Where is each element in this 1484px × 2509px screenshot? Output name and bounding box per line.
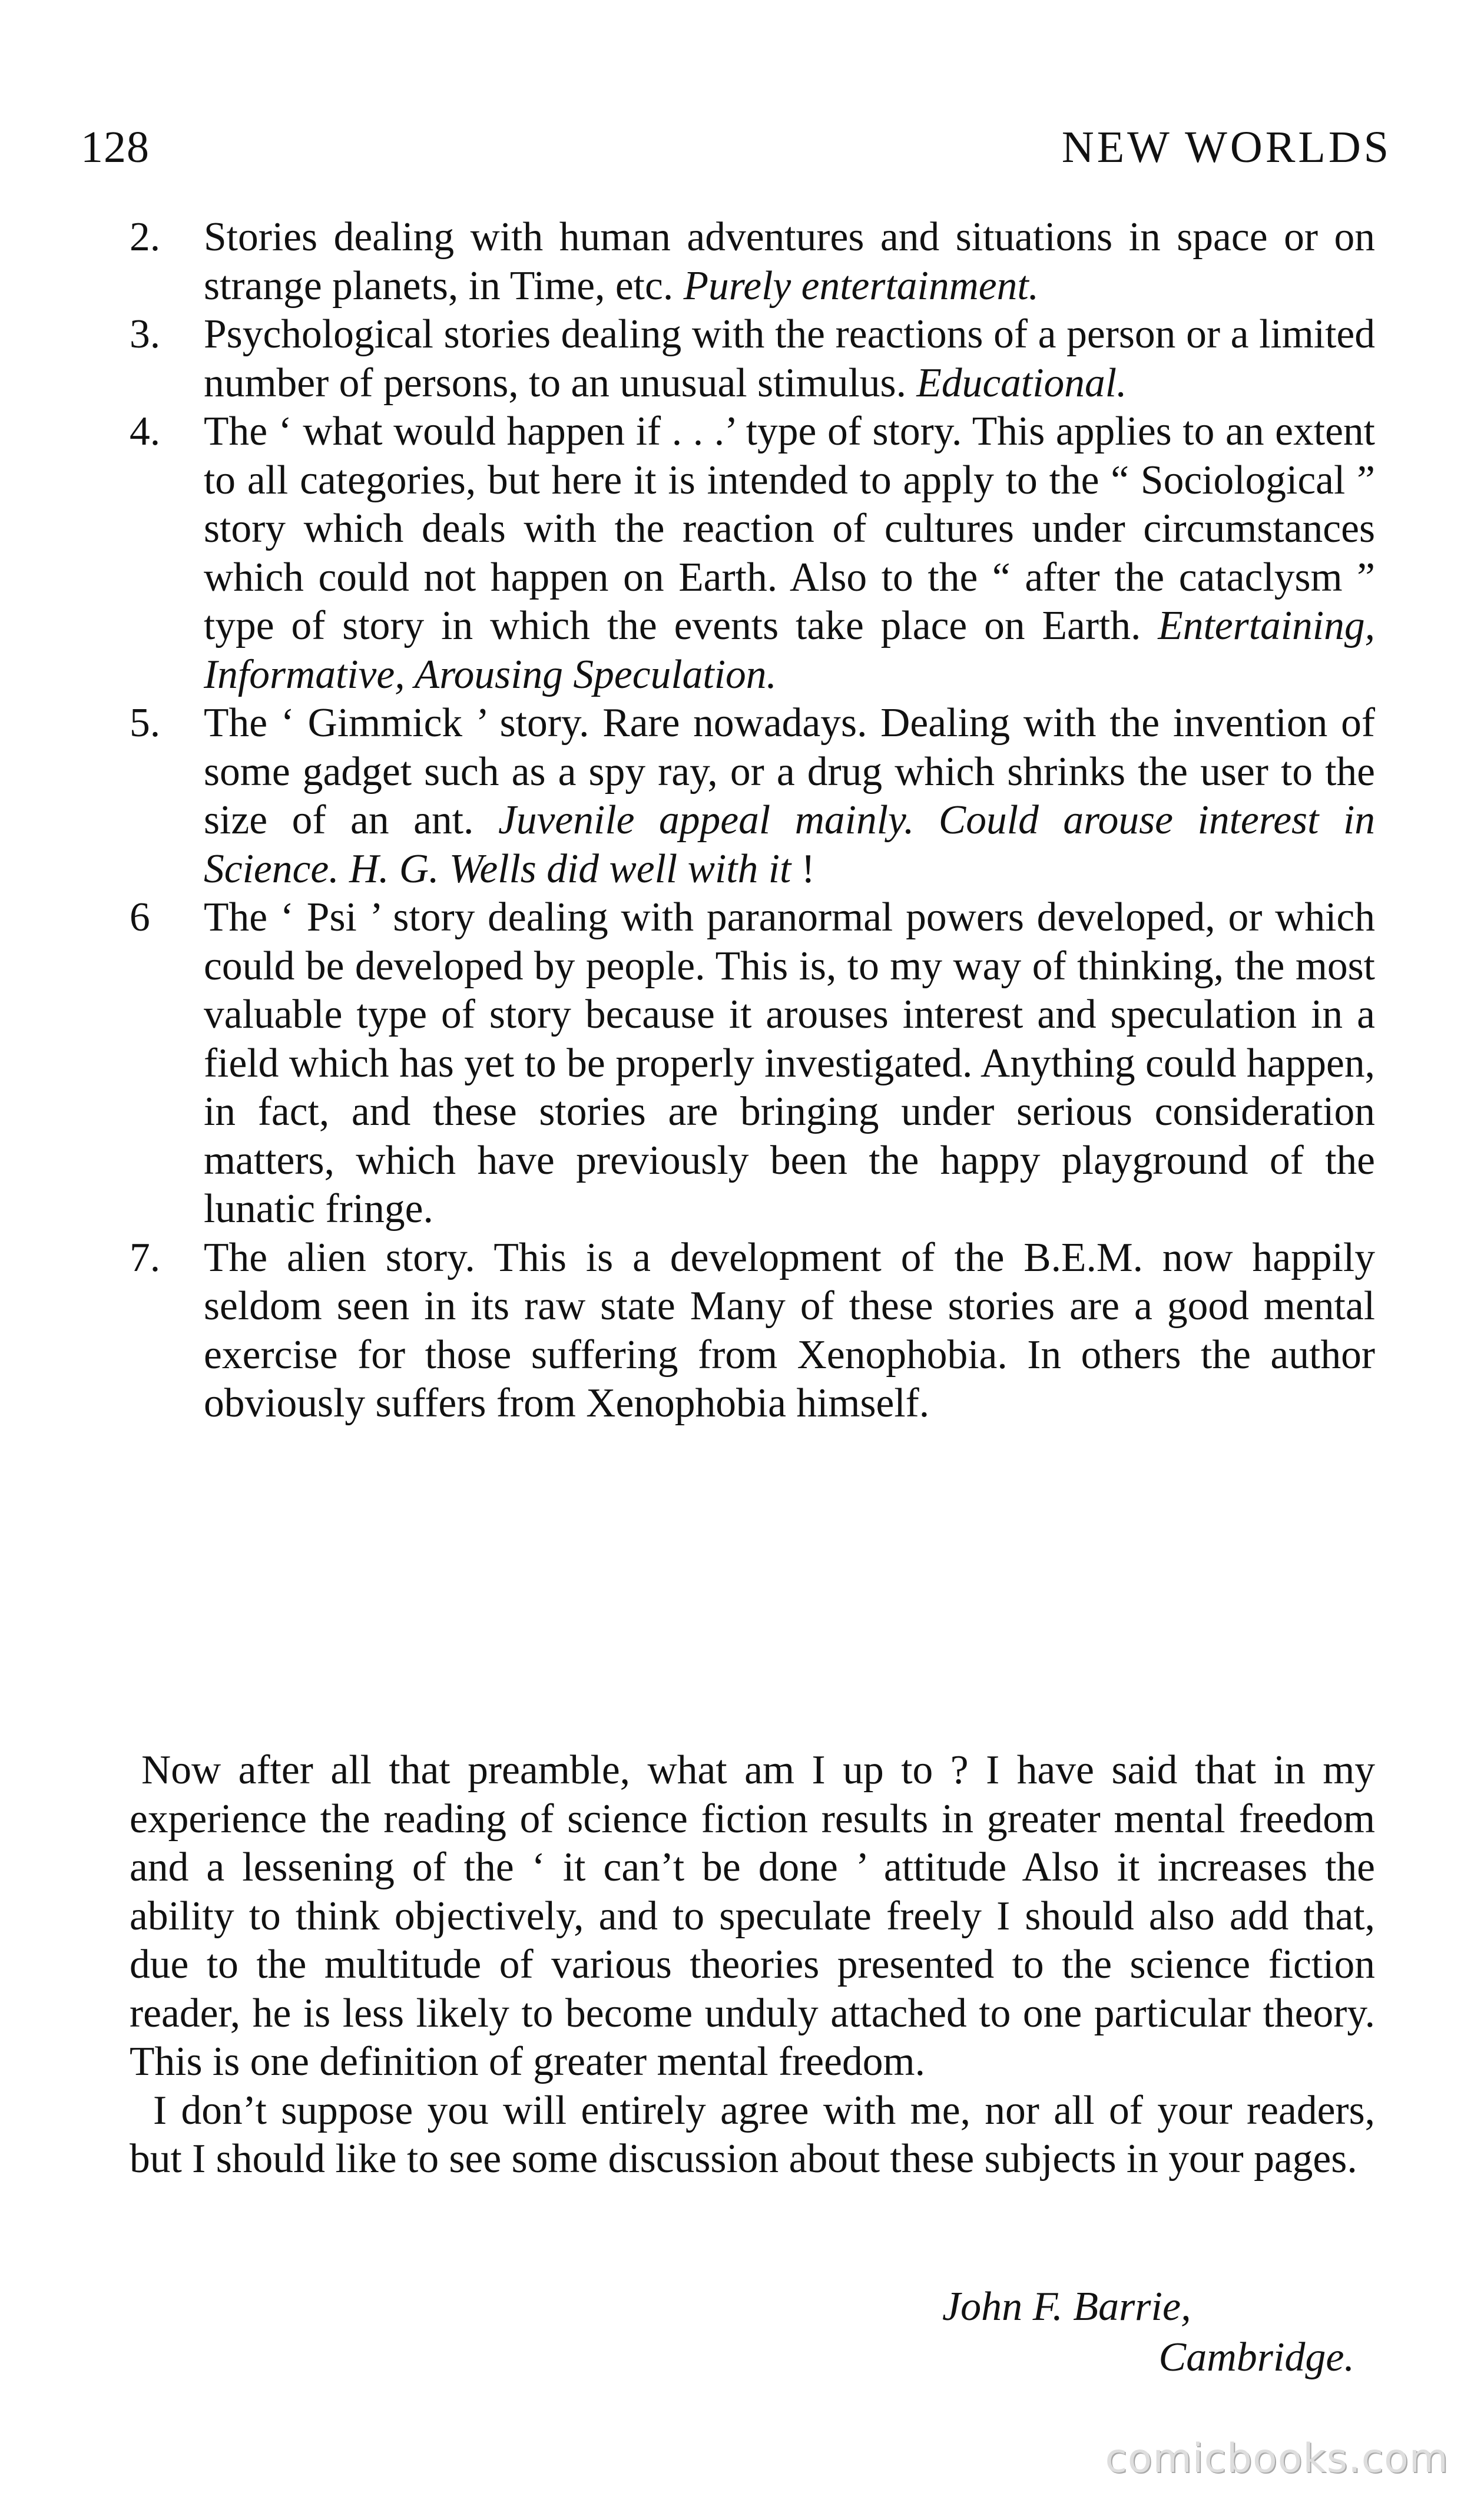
page-header	[81, 112, 1392, 183]
list-item	[130, 893, 1375, 1234]
list-item-text: Stories dealing with human adventures and situations in space or on strange planets, in Time, etc. Purely entertainment.	[204, 214, 1375, 309]
list-item-text: The ‘ Gimmick ’ story. Rare nowadays. Dealing with the invention of some gadget such as a spy ray, or a drug which shrinks the user to the size of an ant. Juvenile appeal mainly. Could arouse interest in Science. H. G. Wells did well with it !	[204, 700, 1376, 892]
running-head: NEW WORLDS	[1061, 123, 1392, 172]
list-item-text: The ‘ what would happen if . . .’ type of story. This applies to an extent to all categories, but here it is intended to apply to the “ Sociological ” story which deals with the reaction of cultures under circumstances which could not happen on Earth. Also to the “ after the cataclysm ” type of story in which the events take place on Earth. Entertaining, Informative, Arousing Speculation.	[204, 409, 1375, 697]
signature-name: John F. Barrie,	[942, 2284, 1191, 2329]
list-item-text: Psychological stories dealing with the reactions of a person or a limited number of persons, to an unusual stimulus. Educational.	[204, 312, 1375, 406]
list-item-emphasis: Educational.	[916, 360, 1127, 406]
watermark: comicbooks.com	[1105, 2435, 1449, 2482]
list-item-emphasis: Juvenile appeal mainly. Could arouse interest in Science. H. G. Wells did well with it	[204, 797, 1376, 892]
list-item-text: The ‘ Psi ’ story dealing with paranormal powers developed, or which could be developed by people. This is, to my way of thinking, the most valuable type of story because it arouses interest and speculation in a field which has yet to be properly investigated. Anything could happen, in fact, and these stories are bringing under serious consideration matters, which have previously been the happy playground of the lunatic fringe.	[204, 895, 1375, 1232]
list-item-number: 4.	[130, 409, 161, 454]
list-item-number: 5.	[130, 700, 161, 746]
list-item-number: 6	[130, 895, 150, 940]
list-item-text: The alien story. This is a development of the B.E.M. now happily seldom seen in its raw state Many of these stories are a good mental exercise for those suffering from Xenophobia. In others the author obviously suffers from Xenophobia himself.	[204, 1234, 1375, 1426]
list-item-number: 2.	[130, 214, 161, 260]
list-item-number: 3.	[130, 312, 161, 357]
list-item-emphasis: Entertaining, Informative, Arousing Speculation.	[204, 603, 1375, 697]
page-number: 128	[81, 123, 150, 172]
letter-body	[130, 1746, 1375, 2184]
list-item	[130, 408, 1375, 699]
signature-place: Cambridge.	[1158, 2335, 1354, 2380]
list-item	[130, 213, 1375, 310]
list-item-emphasis: Purely entertainment.	[683, 263, 1039, 309]
paragraph: Now after all that preamble, what am I up to ? I have said that in my experience the reading of science fiction results in greater mental freedom and a lessening of the ‘ it can’t be done ’ attitude Also it increases the ability to think objectively, and to speculate freely I should also add that, due to the multitude of various theories presented to the science fiction reader, he is less likely to become unduly attached to one particular theory. This is one definition of greater mental freedom.	[130, 1747, 1375, 2084]
list-item	[130, 1234, 1375, 1428]
list-item-number: 7.	[130, 1234, 161, 1280]
list-item	[130, 310, 1375, 408]
list-item	[130, 699, 1375, 893]
paragraph: I don’t suppose you will entirely agree with me, nor all of your readers, but I should like to see some discussion about these subjects in your pages.	[130, 2087, 1375, 2182]
numbered-list	[130, 213, 1375, 1428]
